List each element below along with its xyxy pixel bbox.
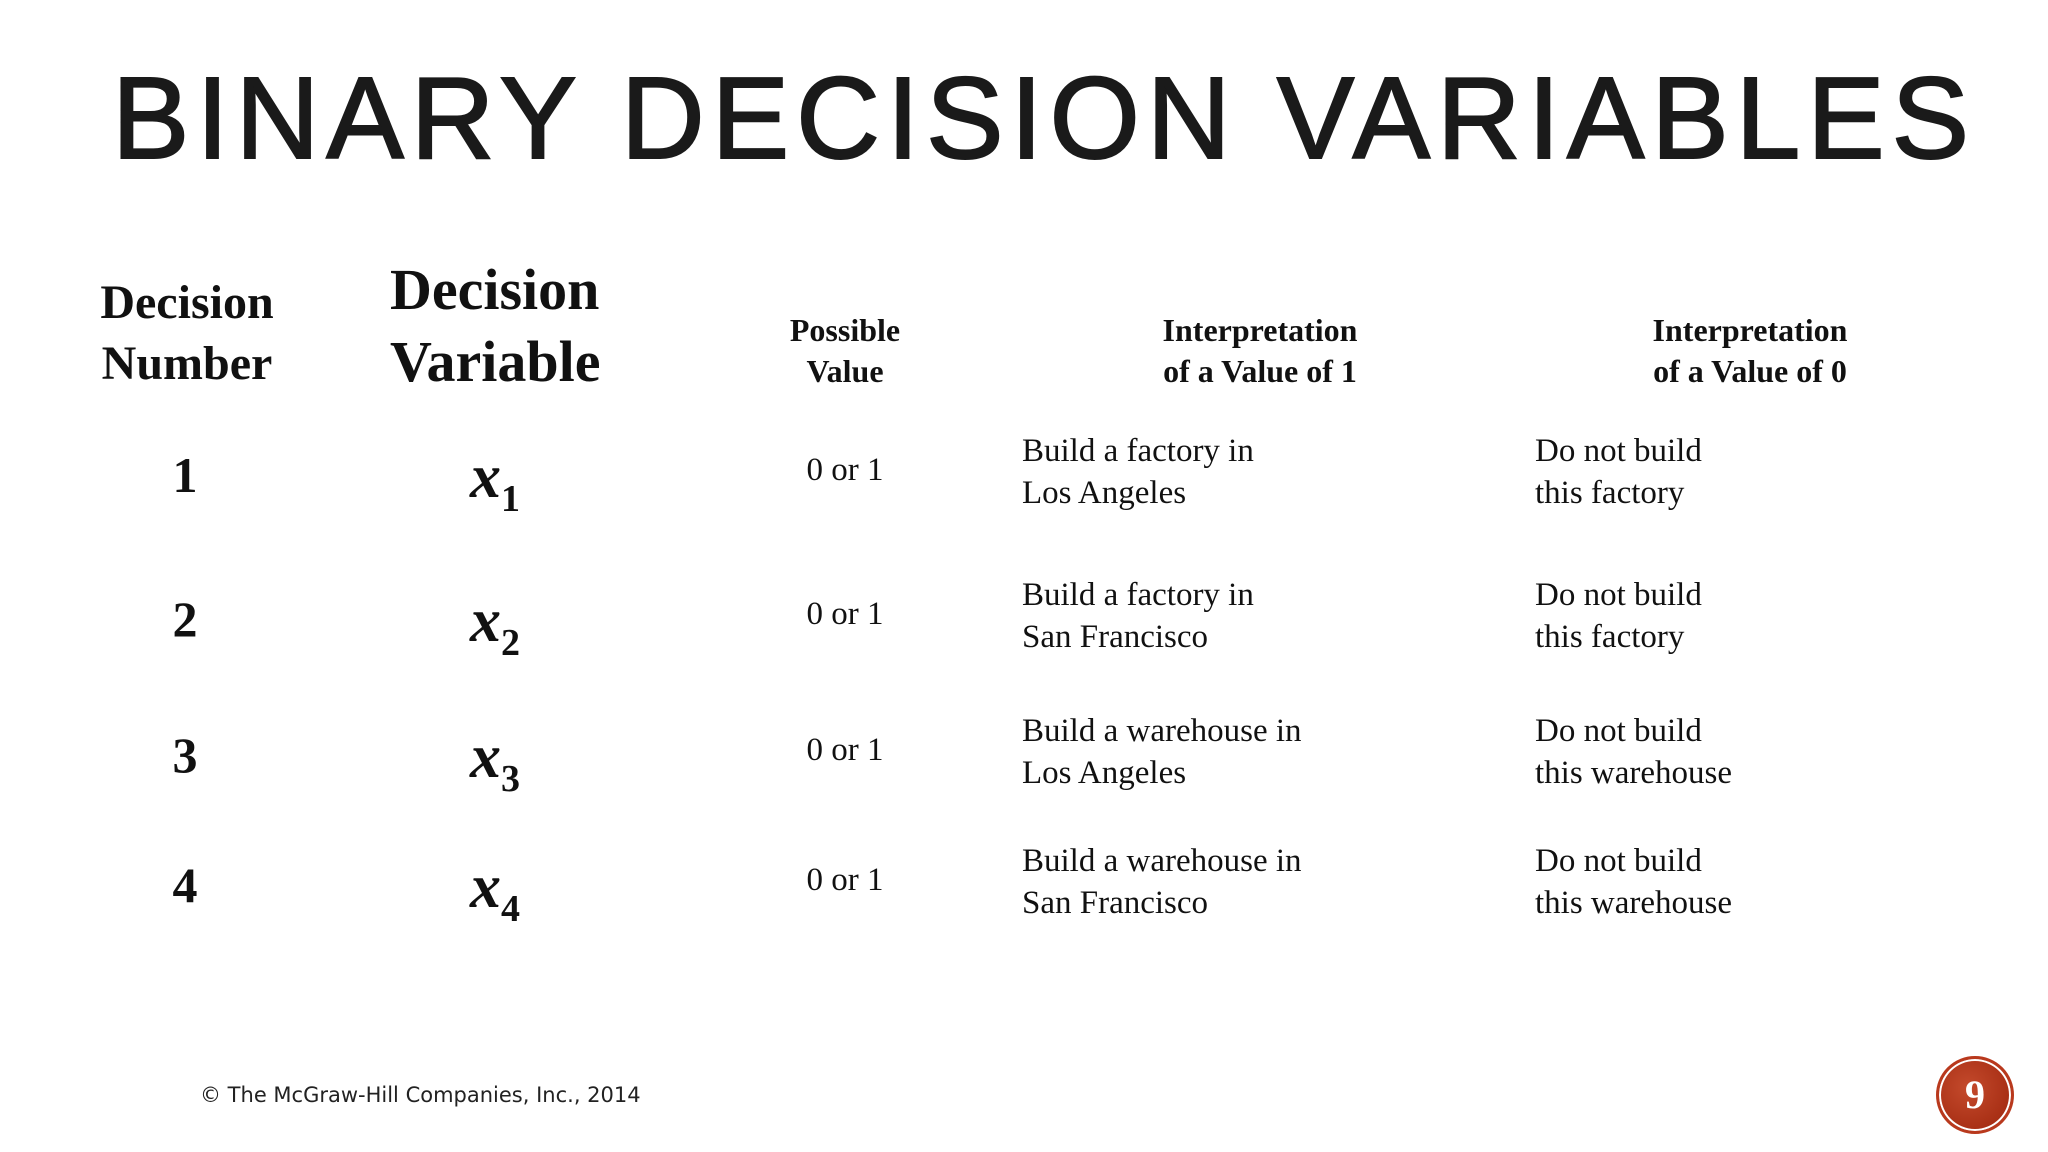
- table-row: [0, 577, 2048, 684]
- header-decision-variable: [390, 254, 630, 398]
- header-decision-number: [70, 272, 304, 394]
- variable-base: x: [470, 587, 501, 655]
- variable-subscript: 4: [501, 888, 520, 930]
- header-interpretation-zero: [1620, 310, 1880, 392]
- variable-subscript: 2: [501, 622, 520, 664]
- interpretation-line: this warehouse: [1535, 755, 1733, 791]
- header-line: Possible: [789, 312, 901, 348]
- interpretation-line: Build a factory in: [1022, 433, 1254, 469]
- interpretation-line: this warehouse: [1535, 885, 1733, 921]
- interpretation-line: Do not build: [1535, 843, 1702, 879]
- header-line: Variable: [390, 329, 601, 394]
- header-line: of a Value of 0: [1653, 353, 1847, 389]
- possible-value: 0 or 1: [806, 596, 884, 632]
- table-row: [0, 713, 2048, 820]
- interpretation-line: Los Angeles: [1022, 755, 1187, 791]
- interpretation-line: this factory: [1535, 619, 1685, 655]
- variable-subscript: 1: [501, 478, 520, 520]
- header-line: Decision: [100, 276, 274, 329]
- interpretation-zero: [1535, 840, 1732, 924]
- header-line: Number: [101, 337, 273, 390]
- decision-number: 1: [172, 447, 198, 503]
- interpretation-line: Build a warehouse in: [1022, 843, 1302, 879]
- interpretation-zero: [1535, 574, 1702, 658]
- interpretation-one: [1022, 710, 1302, 794]
- variable-base: x: [470, 443, 501, 511]
- interpretation-line: San Francisco: [1022, 619, 1209, 655]
- possible-value: 0 or 1: [806, 732, 884, 768]
- decision-number: 2: [172, 591, 198, 647]
- variable-base: x: [470, 853, 501, 921]
- possible-value: 0 or 1: [806, 862, 884, 898]
- variable-subscript: 3: [501, 758, 520, 800]
- decision-variable: [470, 587, 600, 664]
- header-line: Interpretation: [1652, 312, 1848, 348]
- header-line: Interpretation: [1162, 312, 1358, 348]
- table-row: [0, 843, 2048, 950]
- decision-variable: [470, 443, 600, 520]
- interpretation-line: San Francisco: [1022, 885, 1209, 921]
- page-number-badge: [1936, 1056, 2014, 1134]
- copyright-footer: © The McGraw-Hill Companies, Inc., 2014: [200, 1083, 641, 1107]
- interpretation-one: [1022, 840, 1302, 924]
- page-number: 9: [1965, 1072, 1985, 1117]
- decision-number: 4: [172, 857, 198, 913]
- decision-variable: [470, 723, 600, 800]
- interpretation-line: Do not build: [1535, 577, 1702, 613]
- interpretation-line: Do not build: [1535, 713, 1702, 749]
- decision-number: 3: [172, 727, 198, 783]
- interpretation-line: Los Angeles: [1022, 475, 1187, 511]
- variable-base: x: [470, 723, 501, 791]
- header-line: of a Value of 1: [1163, 353, 1357, 389]
- decision-variable: [470, 853, 600, 930]
- interpretation-line: Build a warehouse in: [1022, 713, 1302, 749]
- interpretation-line: Build a factory in: [1022, 577, 1254, 613]
- header-possible-value: [760, 310, 930, 392]
- header-interpretation-one: [1130, 310, 1390, 392]
- interpretation-line: this factory: [1535, 475, 1685, 511]
- interpretation-line: Do not build: [1535, 433, 1702, 469]
- interpretation-one: [1022, 430, 1254, 514]
- possible-value: 0 or 1: [806, 452, 884, 488]
- interpretation-zero: [1535, 710, 1732, 794]
- interpretation-zero: [1535, 430, 1702, 514]
- slide-title: BINARY DECISION VARIABLES: [112, 53, 1977, 183]
- header-line: Decision: [390, 257, 600, 322]
- header-line: Value: [806, 353, 884, 389]
- interpretation-one: [1022, 574, 1254, 658]
- table-row: [0, 433, 2048, 540]
